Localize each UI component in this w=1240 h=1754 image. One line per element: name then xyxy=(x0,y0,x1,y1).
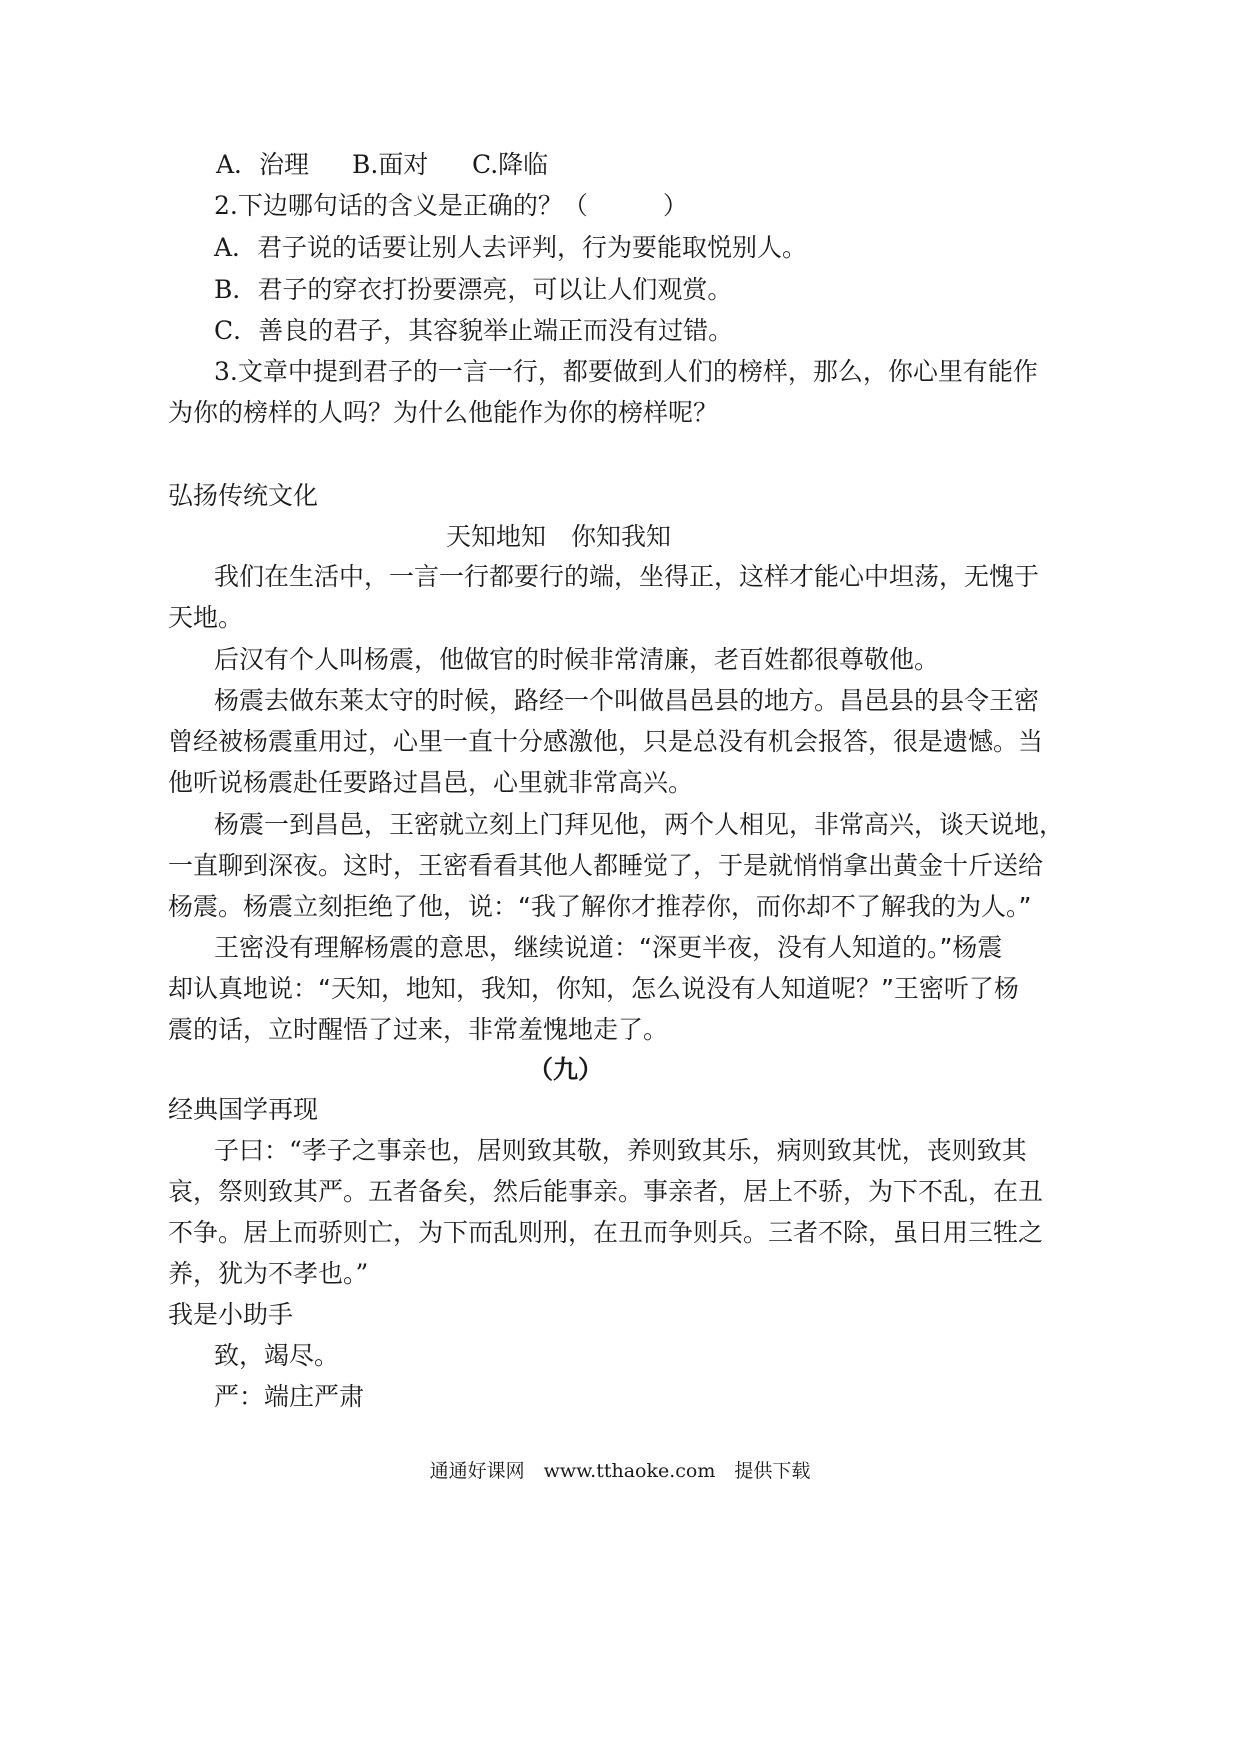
classic-line: 子曰：“孝子之事亲也，居则致其敬，养则致其乐，病则致其忧，丧则致其 xyxy=(214,1136,1027,1165)
section-heading-classic: 经典国学再现 xyxy=(168,1095,319,1124)
classic-line: 不争。居上而骄则亡，为下而乱则刑，在丑而争则兵。三者不除，虽日用三牲之 xyxy=(168,1218,1044,1247)
q2-option-b: B．君子的穿衣打扮要漂亮，可以让人们观赏。 xyxy=(214,275,733,304)
story-line: 杨震一到昌邑，王密就立刻上门拜见他，两个人相见，非常高兴，谈天说地， xyxy=(214,810,1065,839)
story-title: 天知地知 你知我知 xyxy=(446,522,672,551)
helper-line: 致，竭尽。 xyxy=(214,1341,340,1370)
story-line: 却认真地说：“天知，地知，我知，你知，怎么说没有人知道呢？”王密听了杨 xyxy=(168,974,1019,1003)
q2-stem: 2.下边哪句话的含义是正确的？（ ） xyxy=(214,191,688,220)
section-heading-helper: 我是小助手 xyxy=(168,1300,294,1329)
classic-line: 养，犹为不孝也。” xyxy=(168,1259,369,1288)
section-number: （九） xyxy=(528,1055,604,1084)
section-heading-culture: 弘扬传统文化 xyxy=(168,481,319,510)
q2-option-c: C．善良的君子，其容貌举止端正而没有过错。 xyxy=(214,316,734,345)
q1-option-b: B.面对 xyxy=(352,150,429,179)
story-line: 杨震去做东莱太守的时候，路经一个叫做昌邑县的地方。昌邑县的县令王密 xyxy=(214,686,1040,715)
helper-line: 严：端庄严肃 xyxy=(214,1382,365,1411)
classic-line: 哀，祭则致其严。五者备矣，然后能事亲。事亲者，居上不骄，为下不乱，在丑 xyxy=(168,1177,1044,1206)
story-line: 杨震。杨震立刻拒绝了他，说：“我了解你才推荐你，而你却不了解我的为人。” xyxy=(168,892,1032,921)
story-line: 震的话，立时醒悟了过来，非常羞愧地走了。 xyxy=(168,1015,669,1044)
story-line: 一直聊到深夜。这时，王密看看其他人都睡觉了，于是就悄悄拿出黄金十斤送给 xyxy=(168,851,1044,880)
q2-option-a: A．君子说的话要让别人去评判，行为要能取悦别人。 xyxy=(214,233,808,262)
q1-option-c: C.降临 xyxy=(472,150,549,179)
story-line: 他听说杨震赴任要路过昌邑，心里就非常高兴。 xyxy=(168,768,694,797)
q3-line-1: 3.文章中提到君子的一言一行，都要做到人们的榜样，那么，你心里有能作 xyxy=(214,357,1038,386)
q1-option-a: A．治理 xyxy=(216,150,310,179)
story-line: 后汉有个人叫杨震，他做官的时候非常清廉，老百姓都很尊敬他。 xyxy=(214,645,940,674)
story-line: 我们在生活中，一言一行都要行的端，坐得正，这样才能心中坦荡，无愧于 xyxy=(214,562,1040,591)
story-line: 曾经被杨震重用过，心里一直十分感激他，只是总没有机会报答，很是遗憾。当 xyxy=(168,727,1044,756)
story-line: 王密没有理解杨震的意思，继续说道：“深更半夜，没有人知道的。”杨震 xyxy=(214,933,1003,962)
q3-line-2: 为你的榜样的人吗？为什么他能作为你的榜样呢？ xyxy=(168,398,719,427)
page-footer: 通通好课网 www.tthaoke.com 提供下载 xyxy=(429,1460,811,1482)
story-line: 天地。 xyxy=(168,603,244,632)
